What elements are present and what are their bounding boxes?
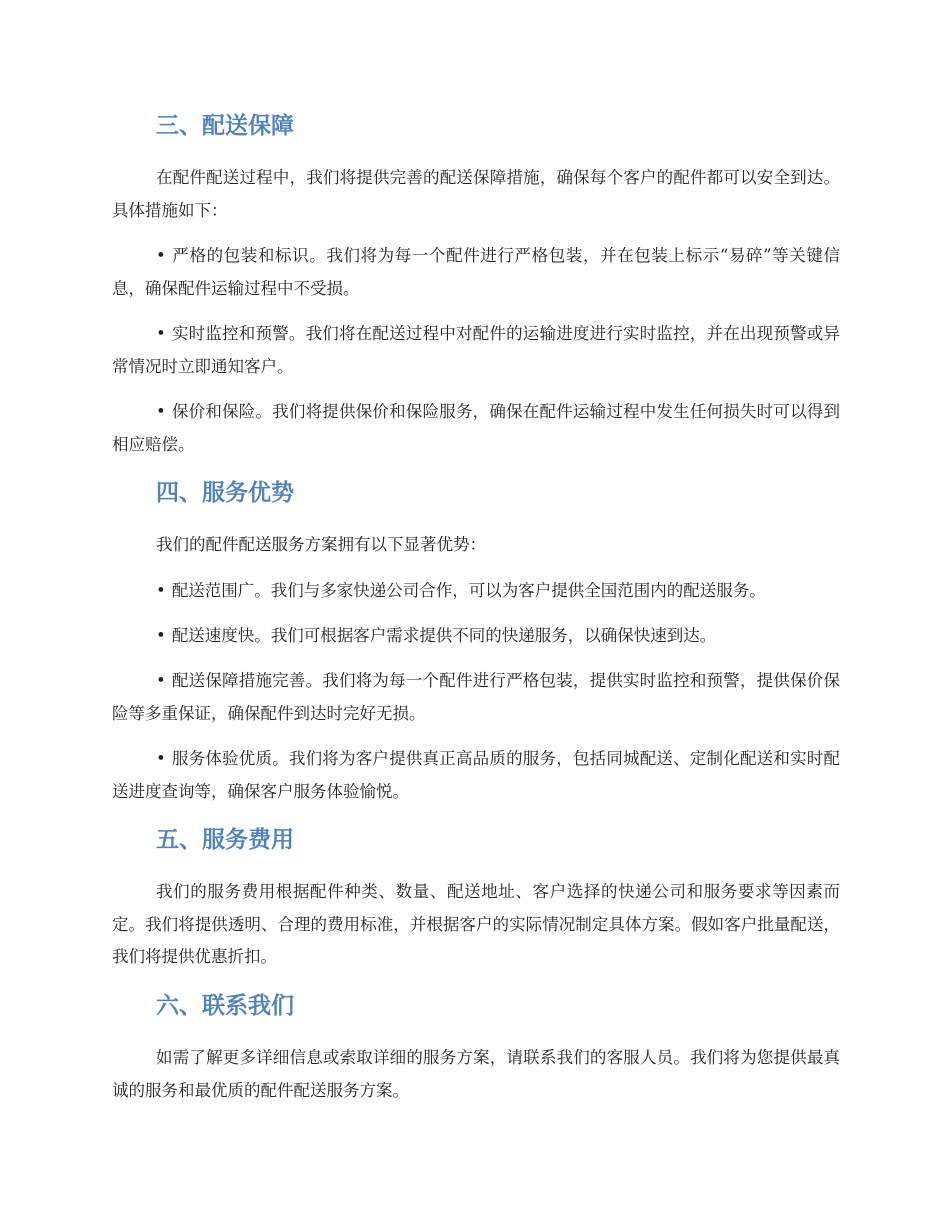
bullet-icon: • bbox=[156, 324, 166, 343]
bullet-icon: • bbox=[156, 626, 166, 645]
section-delivery-guarantee-intro: 在配件配送过程中，我们将提供完善的配送保障措施，确保每个客户的配件都可以安全到达。具体措施如下： bbox=[112, 168, 840, 220]
section-service-fees-body: 我们的服务费用根据配件种类、数量、配送地址、客户选择的快递公司和服务要求等因素而定。我们将提供透明、合理的费用标准，并根据客户的实际情况制定具体方案。假如客户批量配送，我们将提供优惠折扣。 bbox=[112, 882, 840, 966]
section-service-advantages-intro: 我们的配件配送服务方案拥有以下显著优势： bbox=[156, 535, 486, 554]
list-item-text: 配送速度快。我们可根据客户需求提供不同的快递服务，以确保快速到达。 bbox=[171, 626, 717, 645]
bullet-icon: • bbox=[156, 749, 166, 768]
list-item-text: 保价和保险。我们将提供保价和保险服务，确保在配件运输过程中发生任何损失时可以得到相应赔偿。 bbox=[112, 402, 840, 454]
list-item bbox=[112, 620, 840, 653]
list-item-text: 服务体验优质。我们将为客户提供真正高品质的服务，包括同城配送、定制化配送和实时配送进度查询等，确保客户服务体验愉悦。 bbox=[112, 749, 840, 801]
list-item-text: 严格的包装和标识。我们将为每一个配件进行严格包装，并在包装上标示“易碎”等关键信息，确保配件运输过程中不受损。 bbox=[112, 246, 840, 298]
list-item bbox=[112, 396, 840, 461]
bullet-icon: • bbox=[156, 671, 166, 690]
list-item bbox=[112, 240, 840, 305]
list-item-text: 实时监控和预警。我们将在配送过程中对配件的运输进度进行实时监控，并在出现预警或异常情况时立即通知客户。 bbox=[112, 324, 840, 376]
section-heading-contact-us: 六、联系我们 bbox=[156, 993, 294, 1019]
list-item bbox=[112, 575, 840, 608]
list-item bbox=[112, 665, 840, 730]
list-item bbox=[112, 318, 840, 383]
list-item-text: 配送保障措施完善。我们将为每一个配件进行严格包装，提供实时监控和预警，提供保价保险等多重保证，确保配件到达时完好无损。 bbox=[112, 671, 840, 723]
bullet-icon: • bbox=[156, 402, 166, 421]
list-item bbox=[112, 743, 840, 808]
list-item-text: 配送范围广。我们与多家快递公司合作，可以为客户提供全国范围内的配送服务。 bbox=[171, 581, 766, 600]
section-heading-service-fees: 五、服务费用 bbox=[156, 827, 294, 853]
bullet-icon: • bbox=[156, 581, 166, 600]
section-heading-service-advantages: 四、服务优势 bbox=[156, 480, 294, 506]
section-contact-us-body: 如需了解更多详细信息或索取详细的服务方案，请联系我们的客服人员。我们将为您提供最真诚的服务和最优质的配件配送服务方案。 bbox=[112, 1048, 840, 1100]
bullet-icon: • bbox=[156, 246, 166, 265]
section-heading-delivery-guarantee: 三、配送保障 bbox=[156, 113, 294, 139]
